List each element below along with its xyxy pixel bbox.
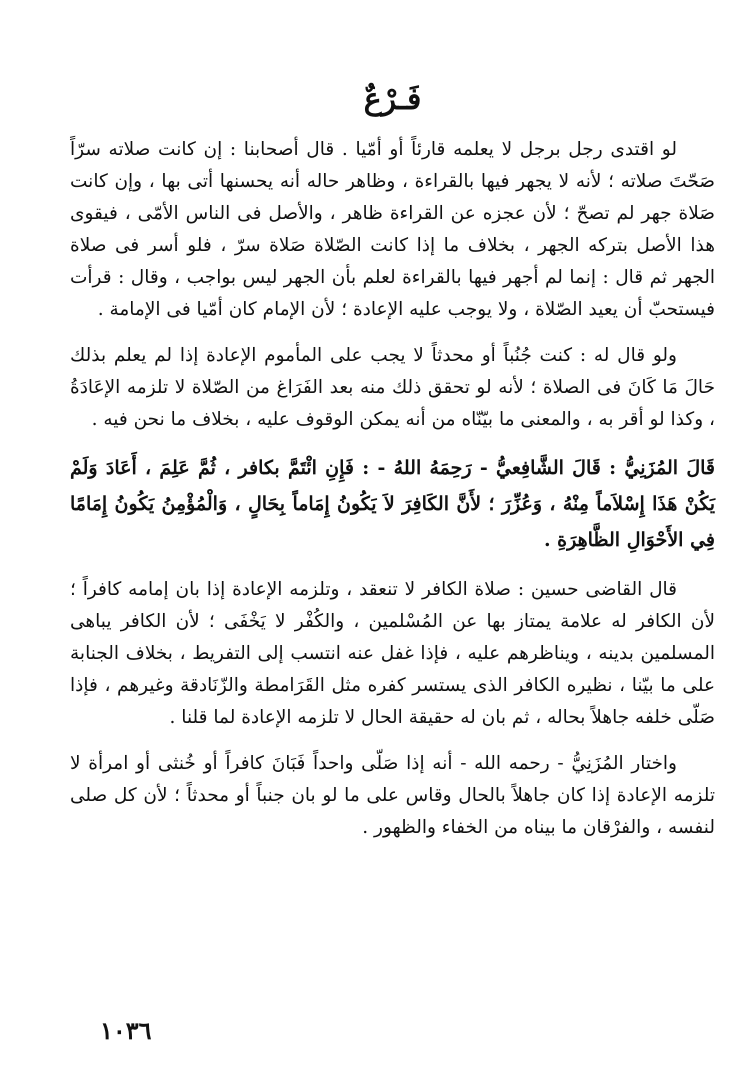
paragraph-junub-imam: ولو قال له : كنت جُنُباً أو محدثاً لا يجب على المأموم الإعادة إذا لم يعلم بذلك حَالَ مَا كَانَ فى الصلاة ؛ لأنه لو تحقق ذلك منه بعد الفَرَاغ من الصّلاة لا تلزمه الإعَادَةُ ، وكذا لو أقر به ، والمعنى ما بيّنّاه من أنه يمكن الوقوف عليه ، بخلاف ما نحن فيه . [70, 345, 715, 430]
paragraph-qadi-husayn: قال القاضى حسين : صلاة الكافر لا تنعقد ، وتلزمه الإعادة إذا بان إمامه كافراً ؛ لأن الكافر له علامة يمتاز بها عن المُسْلمين ، والكُفْر لا يَخْفَى ؛ لأن الكافر يباهى المسلمين بدينه ، ويناظرهم عليه ، فإذا غفل عنه انتسب إلى التفريط ، بخلاف الجنابة على ما بيّنا ، نظيره الكافر الذى يستسر كفره مثل القَرَامطة والزّنَادقة وغيرهم ، فإذا صَلّى خلفه جاهلاً بحاله ، ثم بان له حقيقة الحال لا تلزمه الإعادة لما قلنا . [70, 579, 715, 728]
page-number: ١٠٣٦ [100, 1016, 152, 1045]
paragraph-muzani-quote: قَالَ المُزَنِيُّ : قَالَ الشَّافِعيُّ - رَحِمَهُ اللهُ - : فَإِنِ ائْتَمَّ بكافر ، ثُمَّ عَلِمَ ، أَعَادَ وَلَمْ يَكُنْ هَذَا إِسْلاَماً مِنْهُ ، وَعُزِّرَ ؛ لأَنَّ الكَافِرَ لاَ يَكُونُ إِمَاماً بِحَالٍ ، وَالْمُؤْمِنُ يَكُونُ إِمَامًا فِي الأَحْوَالِ الظَّاهِرَةِ . [70, 457, 715, 551]
paragraph-muzani-choice: واختار المُزَنِيُّ - رحمه الله - أنه إذا صَلّى واحداً فَبَانَ كافراً أو خُنثى أو امرأة لا تلزمه الإعادة إذا كان جاهلاً بالحال وقاس على ما لو بان جنباً أو محدثاً ؛ لأن كل صلى لنفسه ، والفرْقان ما بيناه من الخفاء والظهور . [70, 753, 715, 838]
document-page [70, 80, 715, 858]
paragraph-imam-reading: لو اقتدى رجل برجل لا يعلمه قارئاً أو أمّيا . قال أصحابنا : إن كانت صلاته سرّاً صَحّتَ صلاته ؛ لأنه لا يجهر فيها بالقراءة ، وظاهر حاله أنه يحسنها أتى بها ، وإن كانت صَلاة جهر لم تصحّ ؛ لأن عجزه عن القراءة ظاهر ، والأصل فى الناس الأمّى ، فيقوى هذا الأصل بتركه الجهر ، بخلاف ما إذا كانت الصّلاة صَلاة سرّ ، فلو أسر فى صلاة الجهر ثم قال : إنما لم أجهر فيها بالقراءة لعلم بأن الجهر ليس بواجب ، وقال : قرأت فيستحبّ أن يعيد الصّلاة ، ولا يوجب عليه الإعادة ؛ لأن الإمام كان أمّيا فى الإمامة . [70, 139, 715, 320]
section-heading: فَـرْعٌ [363, 82, 422, 117]
